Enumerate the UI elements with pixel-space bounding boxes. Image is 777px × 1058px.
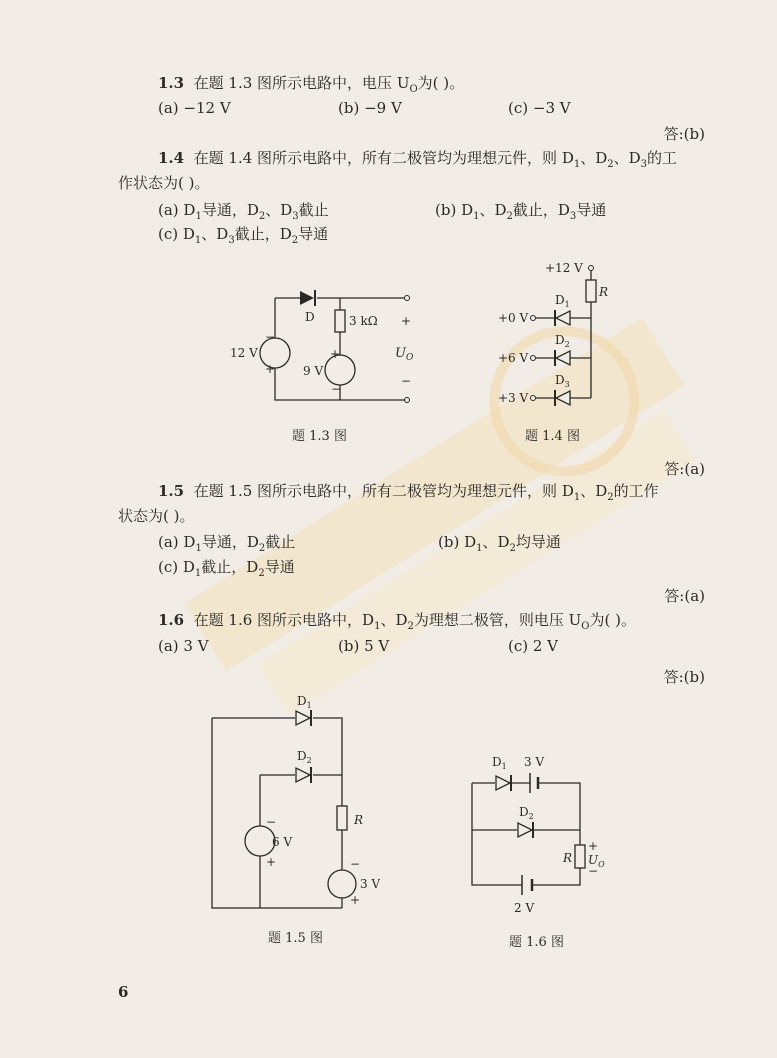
fig13-source-9v: 9 V [303, 364, 324, 378]
fig14-d2: $D_2$ [555, 333, 570, 349]
q15-stem: 1.5 在题 1.5 图所示电路中，所有二极管均为理想元件，则 $D_1$、$D_2$的工作 [158, 482, 659, 503]
fig16-source-2v: 2 V [514, 901, 535, 915]
fig13-uo-label: $U_O$ [395, 346, 414, 363]
fig13-source-12v: 12 V [230, 346, 258, 360]
svg-text:−: − [350, 857, 361, 871]
svg-text:+: + [266, 855, 277, 869]
q13-stem: 1.3 在题 1.3 图所示电路中，电压 $U_O$为( )。 [158, 74, 465, 95]
fig16-uo-label: $U_O$ [588, 853, 605, 869]
q14-answer: 答:(a) [664, 460, 705, 478]
figure-1-3-circuit [225, 285, 425, 410]
q16-option-a: (a) 3 V [158, 637, 209, 655]
figure-1-5-circuit [200, 688, 380, 913]
q16-answer: 答:(b) [663, 668, 705, 686]
fig15-caption: 题 1.5 图 [268, 931, 323, 946]
q14-option-c: (c) $D_1$、$D_3$截止，$D_2$导通 [158, 225, 329, 246]
fig16-source-3v: 3 V [524, 755, 545, 769]
q13-option-b: (b) −9 V [338, 99, 402, 117]
fig13-resistor-label: 3 kΩ [349, 314, 378, 328]
q14-option-a: (a) $D_1$导通，$D_2$、$D_3$截止 [158, 201, 329, 222]
svg-text:−: − [331, 382, 342, 396]
svg-text:+: + [588, 839, 599, 853]
fig15-resistor: R [354, 813, 364, 827]
fig14-v0: +0 V [498, 311, 529, 325]
fig13-diode-label: D [305, 310, 315, 324]
fig13-caption: 题 1.3 图 [292, 429, 347, 444]
q16-stem: 1.6 在题 1.6 图所示电路中，$D_1$、$D_2$为理想二极管，则电压 $U_O$为( )。 [158, 611, 636, 632]
fig14-v12: +12 V [545, 261, 583, 275]
svg-text:−: − [266, 815, 277, 829]
fig15-source-3v: 3 V [360, 877, 380, 891]
q14-option-b: (b) $D_1$、$D_2$截止，$D_3$导通 [435, 201, 607, 222]
fig14-v3: +3 V [498, 391, 529, 405]
fig14-resistor: R [599, 285, 609, 299]
fig14-caption: 题 1.4 图 [525, 429, 580, 444]
q15-option-a: (a) $D_1$导通，$D_2$截止 [158, 533, 296, 554]
fig15-source-6v: 6 V [272, 835, 293, 849]
svg-text:−: − [265, 330, 276, 344]
fig16-caption: 题 1.6 图 [509, 935, 564, 950]
fig14-d3: $D_3$ [555, 373, 570, 389]
q13-answer: 答:(b) [663, 125, 705, 143]
fig16-d1: $D_1$ [492, 755, 507, 771]
svg-text:−: − [588, 864, 599, 878]
fig16-resistor: R [563, 851, 573, 865]
svg-text:+: + [265, 362, 276, 376]
q13-option-a: (a) −12 V [158, 99, 231, 117]
q15-answer: 答:(a) [664, 587, 705, 605]
q15-option-b: (b) $D_1$、$D_2$均导通 [438, 533, 561, 554]
figure-1-6-circuit [462, 750, 622, 920]
fig14-v6: +6 V [498, 351, 529, 365]
svg-text:+: + [401, 314, 412, 328]
fig16-d2: $D_2$ [519, 805, 534, 821]
svg-text:−: − [401, 374, 412, 388]
fig15-d2: $D_2$ [297, 749, 312, 765]
svg-text:+: + [350, 893, 361, 907]
q13-option-c: (c) −3 V [508, 99, 571, 117]
q16-option-b: (b) 5 V [338, 637, 390, 655]
fig15-d1: $D_1$ [297, 694, 312, 710]
svg-text:+: + [330, 347, 341, 361]
q15-stem-line2: 状态为( )。 [118, 507, 195, 525]
q16-option-c: (c) 2 V [508, 637, 559, 655]
page-number: 6 [118, 983, 129, 1001]
q15-option-c: (c) $D_1$截止，$D_2$导通 [158, 558, 295, 579]
fig14-d1: $D_1$ [555, 293, 570, 309]
q14-stem: 1.4 在题 1.4 图所示电路中，所有二极管均为理想元件，则 $D_1$、$D_2$、$D_3$的工 [158, 149, 678, 170]
q14-stem-line2: 作状态为( )。 [118, 174, 210, 192]
figure-1-4-circuit [495, 258, 615, 413]
